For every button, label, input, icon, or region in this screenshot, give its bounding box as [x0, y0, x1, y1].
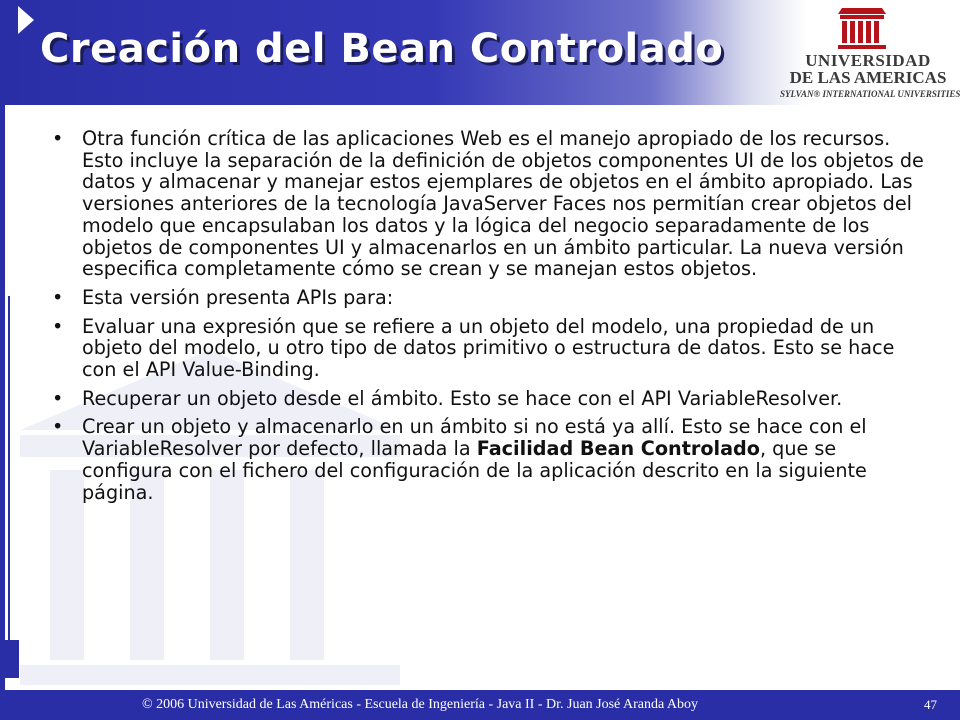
bullet-text [82, 415, 867, 503]
list-item [52, 128, 932, 280]
bullet-text: Evaluar una expresión que se refiere a un objeto del modelo, una propiedad de un objeto del modelo, u otro tipo de datos primitivo o estructura de datos. Esto se hace con el API Value-Binding. [82, 314, 895, 382]
list-item [52, 316, 932, 381]
bullet-icon: • [52, 415, 64, 439]
bullet-icon: • [52, 285, 64, 309]
bullet-icon: • [52, 314, 64, 338]
play-triangle-icon [18, 6, 34, 34]
university-building-icon [760, 2, 956, 52]
bullet-text: Otra función crítica de las aplicaciones Web es el manejo apropiado de los recursos. Esto incluye la separación de la definición de objetos componentes UI de los objetos de datos y almacenar y manejar estos ejemplares de objetos en el ámbito apropiado. Las versiones anteriores de la tecnología JavaServer Faces nos permitían crear objetos del modelo que encapsulaban los datos y la lógica del negocio separadamente de los objetos de componentes UI y almacenarlos en un ámbito particular. La nueva versión especifica completamente cómo se crean y se manejan estos objetos. [82, 127, 924, 281]
logo-line-1: UNIVERSIDAD [805, 51, 931, 70]
bullet-icon: • [52, 386, 64, 410]
list-item [52, 388, 932, 410]
logo-line-3: SYLVAN® INTERNATIONAL UNIVERSITIES [780, 89, 960, 99]
bullet-text-before: Crear un objeto y almacenarlo en un ámbito si no está ya allí. Esto se hace con el VariableResolver por defecto, llamada la [82, 415, 867, 461]
footer-text: © 2006 Universidad de Las Américas - Escuela de Ingeniería - Java II - Dr. Juan José Aranda Aboy [141, 697, 699, 712]
bullet-icon: • [52, 127, 64, 150]
bullet-text-bold: Facilidad Bean Controlado [476, 437, 760, 461]
slide-body [52, 128, 932, 510]
logo-line-2: DE LAS AMERICAS [789, 68, 947, 87]
list-item [52, 287, 932, 309]
slide-title: Creación del Bean Controlado [40, 26, 724, 72]
bullet-list [52, 128, 932, 503]
university-logo [760, 2, 960, 102]
bullet-text: Recuperar un objeto desde el ámbito. Esto se hace con el API VariableResolver. [82, 386, 843, 410]
footer-bar [0, 690, 960, 720]
list-item [52, 416, 932, 503]
bullet-text: Esta versión presenta APIs para: [82, 285, 394, 309]
page-number: 47 [924, 697, 937, 712]
bullet-text-after: , que se configura con el fichero del configuración de la aplicación descrito en la siguiente página. [82, 437, 867, 504]
